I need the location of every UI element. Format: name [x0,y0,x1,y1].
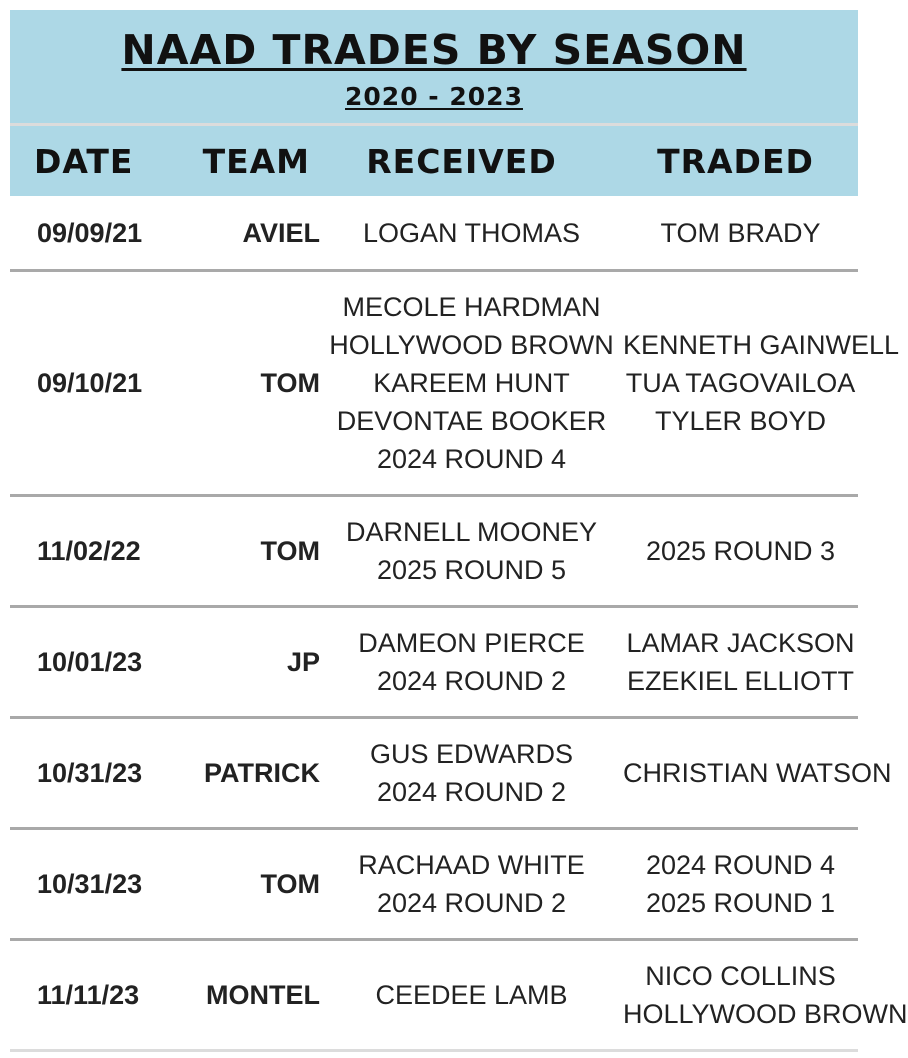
column-header-row [10,126,858,196]
traded-players [623,624,858,700]
column-header-traded: TRADED [657,141,814,181]
received-item: 2024 ROUND 2 [376,666,567,696]
received-item: LOGAN THOMAS [362,217,581,248]
received-item: DAMEON PIERCE [358,628,585,658]
received-item: 2024 ROUND 2 [376,777,567,807]
received-players [320,735,623,811]
page-title: NAAD TRADES BY SEASON [121,26,747,74]
received-item: 2025 ROUND 5 [376,555,567,585]
received-players [320,513,623,589]
received-item: KAREEM HUNT [373,368,570,398]
received-players [320,214,623,252]
traded-item: TOM BRADY [660,217,821,248]
trades-table [10,10,908,1052]
table-row [10,719,892,830]
trade-team: TOM [260,368,320,398]
traded-item: TUA TAGOVAILOA [625,368,856,398]
trade-team: AVIEL [242,217,320,248]
received-item: GUS EDWARDS [369,739,573,769]
table-row [10,196,858,272]
trade-team: MONTEL [206,980,320,1010]
traded-item: EZEKIEL ELLIOTT [626,666,855,696]
trade-date: 11/02/22 [37,536,141,566]
trade-team: JP [286,647,320,677]
traded-players [623,326,900,440]
table-row [10,941,908,1052]
column-header-received: RECEIVED [366,141,557,181]
trade-date: 11/11/23 [37,980,140,1010]
trade-rows [10,196,908,1052]
traded-item: 2025 ROUND 3 [645,536,836,566]
column-header-team: TEAM [202,141,310,181]
traded-players [623,957,908,1033]
trade-team: TOM [260,869,320,899]
received-players [320,288,623,478]
page-subtitle: 2020 - 2023 [345,82,523,111]
column-header-date: DATE [34,141,134,181]
received-item: DEVONTAE BOOKER [336,406,607,436]
traded-players [623,846,858,922]
traded-item: 2024 ROUND 4 [645,850,836,880]
received-item: 2024 ROUND 4 [376,444,567,474]
table-row [10,830,858,941]
trade-date: 09/10/21 [37,368,143,398]
trade-date: 10/01/23 [37,647,143,677]
received-item: RACHAAD WHITE [358,850,585,880]
table-row [10,608,858,719]
traded-item: CHRISTIAN WATSON [623,758,892,788]
traded-item: TYLER BOYD [654,406,827,436]
traded-item: LAMAR JACKSON [626,628,855,658]
table-row [10,272,900,497]
received-players [320,976,623,1014]
received-item: 2024 ROUND 2 [376,888,567,918]
received-players [320,624,623,700]
table-row [10,497,858,608]
trade-date: 10/31/23 [37,758,143,788]
received-item: CEEDEE LAMB [375,980,568,1010]
traded-item: 2025 ROUND 1 [645,888,836,918]
traded-players [623,754,892,792]
trade-team: PATRICK [204,758,320,788]
traded-players [623,214,858,252]
traded-item: NICO COLLINS [645,961,836,991]
trade-date: 09/09/21 [37,217,143,248]
received-item: MECOLE HARDMAN [342,292,601,322]
received-item: HOLLYWOOD BROWN [329,330,614,360]
traded-item: KENNETH GAINWELL [623,330,900,360]
received-item: DARNELL MOONEY [345,517,598,547]
received-players [320,846,623,922]
traded-item: HOLLYWOOD BROWN [623,999,908,1029]
traded-players [623,532,858,570]
trade-team: TOM [260,536,320,566]
title-banner [10,10,858,123]
trade-date: 10/31/23 [37,869,143,899]
